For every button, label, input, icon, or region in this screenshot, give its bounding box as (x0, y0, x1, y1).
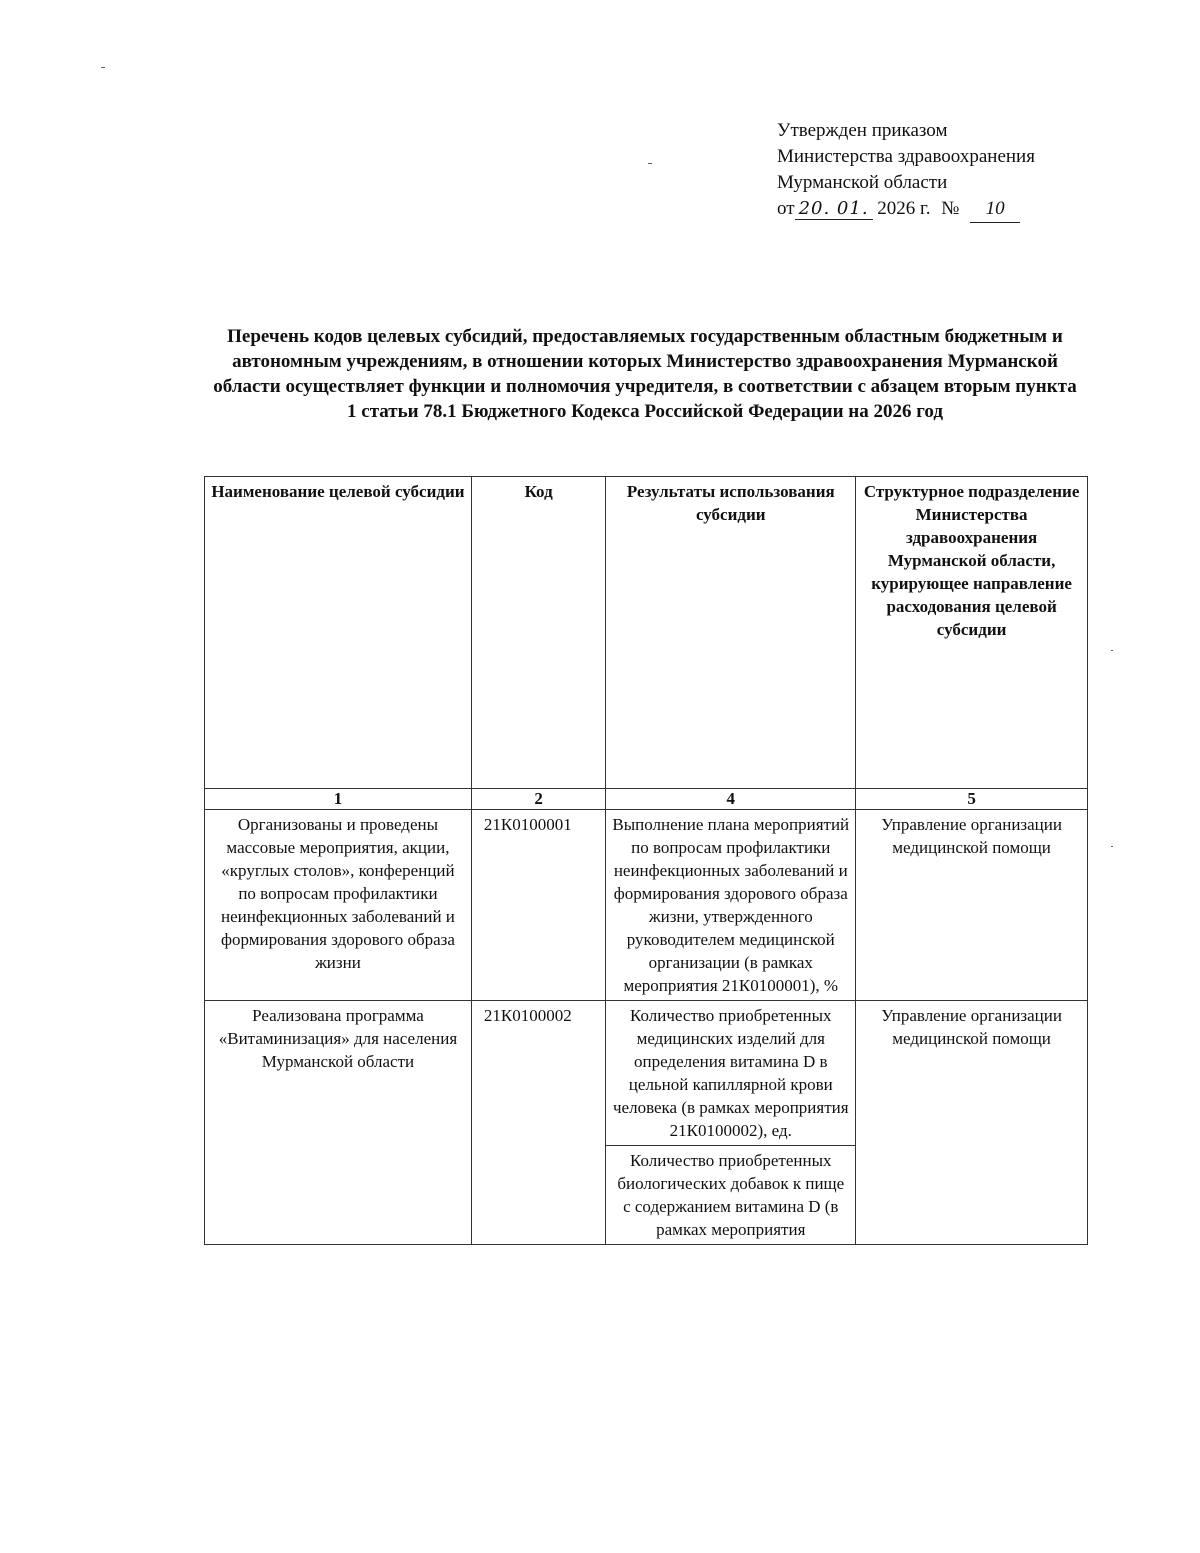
approval-number-handwritten: 10 (970, 196, 1020, 223)
column-numbers-row (205, 789, 1088, 810)
subsidy-name-cell: Реализована программа «Витаминизация» для населения Мурманской области (205, 1001, 472, 1245)
column-number: 4 (606, 789, 856, 810)
scan-speck (1111, 846, 1113, 847)
approval-date-handwritten: 20. 01. (795, 198, 873, 220)
column-number: 2 (471, 789, 605, 810)
scan-speck (1111, 650, 1113, 651)
header-subsidy-name: Наименование целевой субсидии (205, 477, 472, 789)
column-number: 5 (856, 789, 1088, 810)
department-cell: Управление организации медицинской помощи (856, 810, 1088, 1001)
subsidy-results-cell (606, 1001, 856, 1245)
table-row (205, 810, 1088, 1001)
subsidy-codes-table (204, 476, 1088, 1245)
header-department: Структурное подразделение Министерства здравоохранения Мурманской области, курирующее направление расходования целевой субсидии (856, 477, 1088, 789)
scan-speck (101, 67, 105, 68)
approval-line-1: Утвержден приказом (777, 120, 948, 141)
approval-number-sign: № (941, 198, 960, 219)
subsidy-name-cell: Организованы и проведены массовые мероприятия, акции, «круглых столов», конференций по вопросам профилактики неинфекционных заболеваний и формирования здорового образа жизни (205, 810, 472, 1001)
approval-year: 2026 г. (877, 198, 931, 219)
approval-block (777, 118, 1035, 223)
subsidy-code-cell: 21К0100001 (471, 810, 605, 1001)
header-code: Код (471, 477, 605, 789)
department-cell: Управление организации медицинской помощи (856, 1001, 1088, 1245)
table-row (205, 1001, 1088, 1245)
approval-from-prefix: от (777, 198, 795, 219)
subsidy-result-item: Количество приобретенных биологических добавок к пище с содержанием витамина D (в рамках мероприятия (617, 1151, 845, 1239)
subsidy-code-cell: 21К0100002 (471, 1001, 605, 1245)
approval-line-2: Министерства здравоохранения (777, 146, 1035, 167)
document-title: Перечень кодов целевых субсидий, предоставляемых государственным областным бюджетным и автономным учреждениям, в отношении которых Министерство здравоохранения Мурманской области осуществляет функции и полномочия учредителя, в соответствии с абзацем вторым пункта 1 статьи 78.1 Бюджетного Кодекса Российской Федерации на 2026 год (213, 326, 1077, 422)
approval-line-3: Мурманской области (777, 172, 948, 193)
approval-date-line (777, 196, 1035, 223)
table-header-row (205, 477, 1088, 789)
subsidy-result-item: Количество приобретенных медицинских изделий для определения витамина D в цельной капиллярной крови человека (в рамках мероприятия 21К0100002), ед. (606, 1001, 855, 1146)
scan-speck (648, 163, 652, 164)
column-number: 1 (205, 789, 472, 810)
subsidy-result-cell: Выполнение плана мероприятий по вопросам профилактики неинфекционных заболеваний и формирования здорового образа жизни, утвержденного руководителем медицинской организации (в рамках мероприятия 21К0100001), % (606, 810, 856, 1001)
header-results: Результаты использования субсидии (606, 477, 856, 789)
